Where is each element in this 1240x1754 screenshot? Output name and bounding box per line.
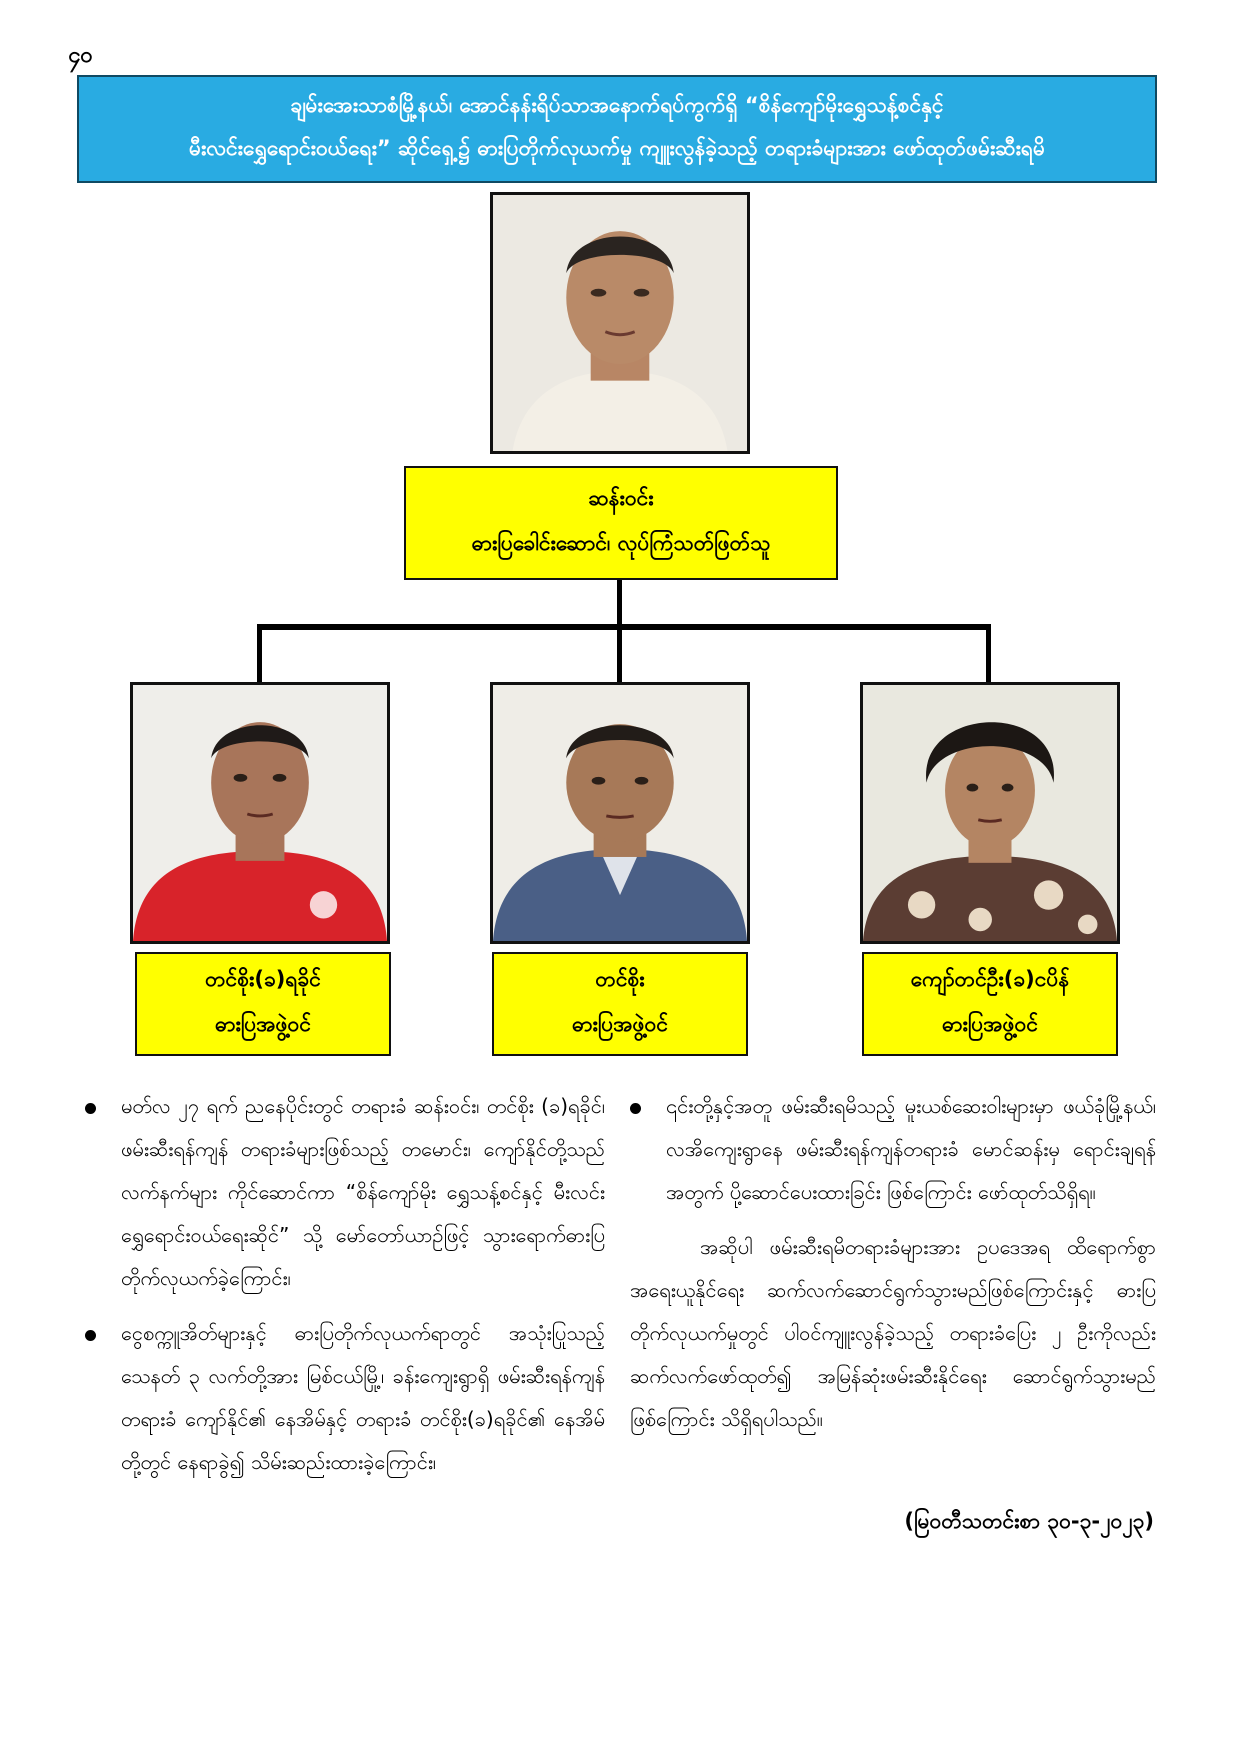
page-number: ၄၀	[68, 43, 93, 68]
bullet-dot	[85, 1330, 96, 1341]
header-line-2: မီးလင်းရွှေရောင်းဝယ်ရေး” ဆိုင်ရှေ့၌ ဓားပြတိုက်လုယက်မှု ကျူးလွန်ခဲ့သည့် တရားခံများအား ဖော်ထုတ်ဖမ်းဆီးရမိ	[189, 136, 1045, 160]
member-label-3	[862, 952, 1118, 1056]
closing-paragraph: အဆိုပါ ဖမ်းဆီးရမိတရားခံများအား ဥပဒေအရ ထိရောက်စွာ အရေးယူနိုင်ရေး ဆက်လက်ဆောင်ရွက်သွားမည်ဖြစ်ကြောင်းနှင့် ဓားပြတိုက်လုယက်မှုတွင် ပါဝင်ကျူးလွန်ခဲ့သည့် တရားခံပြေး ၂ ဦးကိုလည်း ဆက်လက်ဖော်ထုတ်၍ အမြန်ဆုံးဖမ်းဆီးနိုင်ရေး ဆောင်ရွက်သွားမည်ဖြစ်ကြောင်း သိရှိရပါသည်။	[630, 1235, 1156, 1431]
connector-right	[986, 624, 991, 682]
member-name-2: တင်စိုး	[595, 967, 645, 991]
body-column-left	[85, 1085, 605, 1496]
member-role-3: ဓားပြအဖွဲ့ဝင်	[942, 1012, 1038, 1036]
member-name-1: တင်စိုး(ခ)ရခိုင်	[205, 967, 321, 991]
bullet-item	[630, 1085, 1156, 1214]
bullet-text: ငွေစက္ကူအိတ်များနှင့် ဓားပြတိုက်လုယက်ရာတွင် အသုံးပြုသည့် သေနတ် ၃ လက်တို့အား မြစ်ငယ်မြို့၊ ခန်းကျေးရွာရှိ ဖမ်းဆီးရန်ကျန်တရားခံ ကျော်နိုင်၏ နေအိမ်နှင့် တရားခံ တင်စိုး(ခ)ရခိုင်၏ နေအိမ်တို့တွင် နေရာခွဲ၍ သိမ်းဆည်းထားခဲ့ကြောင်း၊	[121, 1321, 605, 1474]
member-role-1: ဓားပြအဖွဲ့ဝင်	[215, 1012, 311, 1036]
bullet-dot	[630, 1103, 641, 1114]
connector-vertical-main	[617, 580, 622, 628]
bullet-dot	[85, 1103, 96, 1114]
bullet-text: ၎င်းတို့နှင့်အတူ ဖမ်းဆီးရမိသည့် မူးယစ်ဆေးဝါးများမှာ ဖယ်ခုံမြို့နယ်၊ လအိကျေးရွာနေ ဖမ်းဆီးရန်ကျန်တရားခံ မောင်ဆန်းမှ ရောင်းချရန်အတွက် ပို့ဆောင်ပေးထားခြင်း ဖြစ်ကြောင်း ဖော်ထုတ်သိရှိရ။	[666, 1094, 1156, 1204]
source-citation: (မြဝတီသတင်းစာ ၃၀-၃-၂၀၂၃)	[904, 1509, 1154, 1533]
connector-horizontal	[257, 624, 991, 630]
connector-left	[257, 624, 262, 682]
header-line-1: ချမ်းအေးသာစံမြို့နယ်၊ အောင်နန်းရိပ်သာအနောက်ရပ်ကွက်ရှိ “စိန်ကျော်မိုးရွှေသန့်စင်နှင့်	[290, 93, 944, 117]
leader-role: ဓားပြခေါင်းဆောင်၊ လုပ်ကြံသတ်ဖြတ်သူ	[471, 531, 771, 555]
member-label-1	[135, 952, 391, 1056]
leader-photo	[490, 192, 750, 454]
body-column-right	[630, 1085, 1156, 1441]
bullet-item	[85, 1085, 605, 1300]
leader-name: ဆန်းဝင်း	[588, 486, 654, 510]
member-photo-3	[860, 682, 1120, 944]
member-name-3: ကျော်တင်ဦး(ခ)ငပိန်	[910, 967, 1070, 991]
member-photo-2	[490, 682, 750, 944]
member-photo-1	[130, 682, 390, 944]
leader-label	[404, 466, 838, 580]
member-label-2	[492, 952, 748, 1056]
member-role-2: ဓားပြအဖွဲ့ဝင်	[572, 1012, 668, 1036]
header-banner	[77, 75, 1157, 183]
connector-middle	[617, 624, 622, 682]
bullet-text: မတ်လ ၂၇ ရက် ညနေပိုင်းတွင် တရားခံ ဆန်းဝင်း၊ တင်စိုး (ခ)ရခိုင်၊ ဖမ်းဆီးရန်ကျန် တရားခံများဖြစ်သည့် တမောင်း၊ ကျော်နိုင်တို့သည် လက်နက်များ ကိုင်ဆောင်ကာ “စိန်ကျော်မိုး ရွှေသန့်စင်နှင့် မီးလင်းရွှေရောင်းဝယ်ရေးဆိုင်” သို့ မော်တော်ယာဉ်ဖြင့် သွားရောက်ဓားပြတိုက်လုယက်ခဲ့ကြောင်း၊	[121, 1094, 605, 1290]
bullet-item	[85, 1312, 605, 1484]
